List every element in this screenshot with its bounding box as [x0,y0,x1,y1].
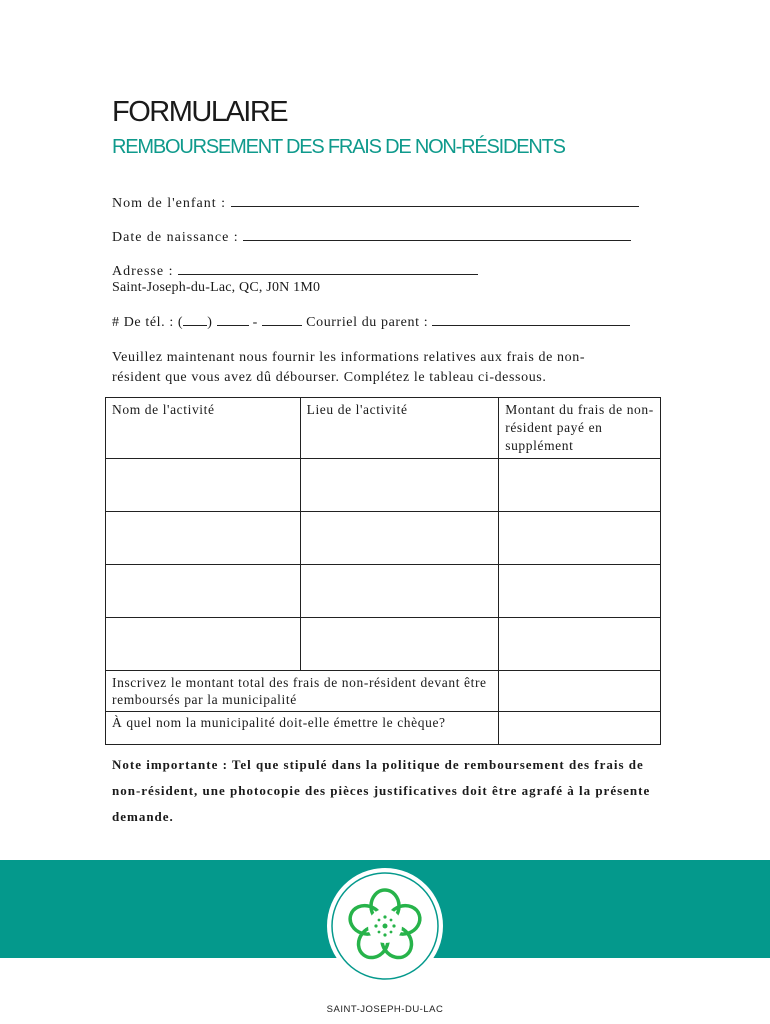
instructions-line-2: résident que vous avez dû débourser. Complétez le tableau ci-dessous. [112,370,547,385]
table-row [106,512,661,565]
activity-name-cell[interactable] [106,459,301,512]
activity-place-cell[interactable] [300,565,499,618]
address-row [112,262,478,280]
header-activity-place: Lieu de l'activité [300,398,499,459]
activities-table [105,397,661,745]
total-amount-cell[interactable] [499,671,661,712]
important-note: Note importante : Tel que stipulé dans la politique de remboursement des frais de non-résident, une photocopie des pièces justificatives doit être agrafé à la présente demande. [112,757,651,824]
email-field[interactable] [432,313,630,326]
header-amount: Montant du frais de non-résident payé en supplément [499,398,661,459]
activity-place-cell[interactable] [300,459,499,512]
table-row [106,565,661,618]
activity-name-cell[interactable] [106,565,301,618]
phone-line-field[interactable] [262,313,302,326]
cheque-name-cell[interactable] [499,712,661,745]
total-row [106,671,661,712]
cheque-name-label: À quel nom la municipalité doit-elle émettre le chèque? [106,712,499,745]
phone-close-paren: ) [207,315,213,330]
address-label: Adresse : [112,264,174,279]
table-header-row [106,398,661,459]
instructions-paragraph [112,348,632,388]
birth-date-label: Date de naissance : [112,230,239,245]
phone-label: # De tél. : [112,315,174,330]
footer-logo [0,860,770,1024]
table-row [106,618,661,671]
birth-date-field[interactable] [243,228,631,241]
child-name-label: Nom de l'enfant : [112,196,226,211]
header-activity-name: Nom de l'activité [106,398,301,459]
address-field[interactable] [178,262,478,275]
phone-dash: - [252,315,258,330]
amount-cell[interactable] [499,459,661,512]
table-row [106,459,661,512]
activity-name-cell[interactable] [106,618,301,671]
form-subtitle: REMBOURSEMENT DES FRAIS DE NON-RÉSIDENTS [112,136,565,158]
amount-cell[interactable] [499,618,661,671]
phone-prefix-field[interactable] [217,313,249,326]
cheque-name-row [106,712,661,745]
phone-open-paren: ( [177,315,184,330]
birth-date-row [112,228,631,246]
activity-name-cell[interactable] [106,512,301,565]
amount-cell[interactable] [499,512,661,565]
activity-place-cell[interactable] [300,512,499,565]
logo-wordmark: SAINT-JOSEPH-DU-LAC [326,1004,444,1015]
total-label: Inscrivez le montant total des frais de non-résident devant être remboursés par la municipalité [106,671,499,712]
activity-place-cell[interactable] [300,618,499,671]
flower-logo-icon [322,866,448,992]
phone-email-row [112,313,630,331]
phone-area-code-field[interactable] [183,313,207,326]
instructions-line-1: Veuillez maintenant nous fournir les informations relatives aux frais de non- [112,350,586,365]
form-title: FORMULAIRE [112,96,288,128]
child-name-field[interactable] [231,194,639,207]
amount-cell[interactable] [499,565,661,618]
address-city: Saint-Joseph-du-Lac, QC, J0N 1M0 [112,280,321,295]
email-label: Courriel du parent : [306,315,429,330]
child-name-row [112,194,639,212]
